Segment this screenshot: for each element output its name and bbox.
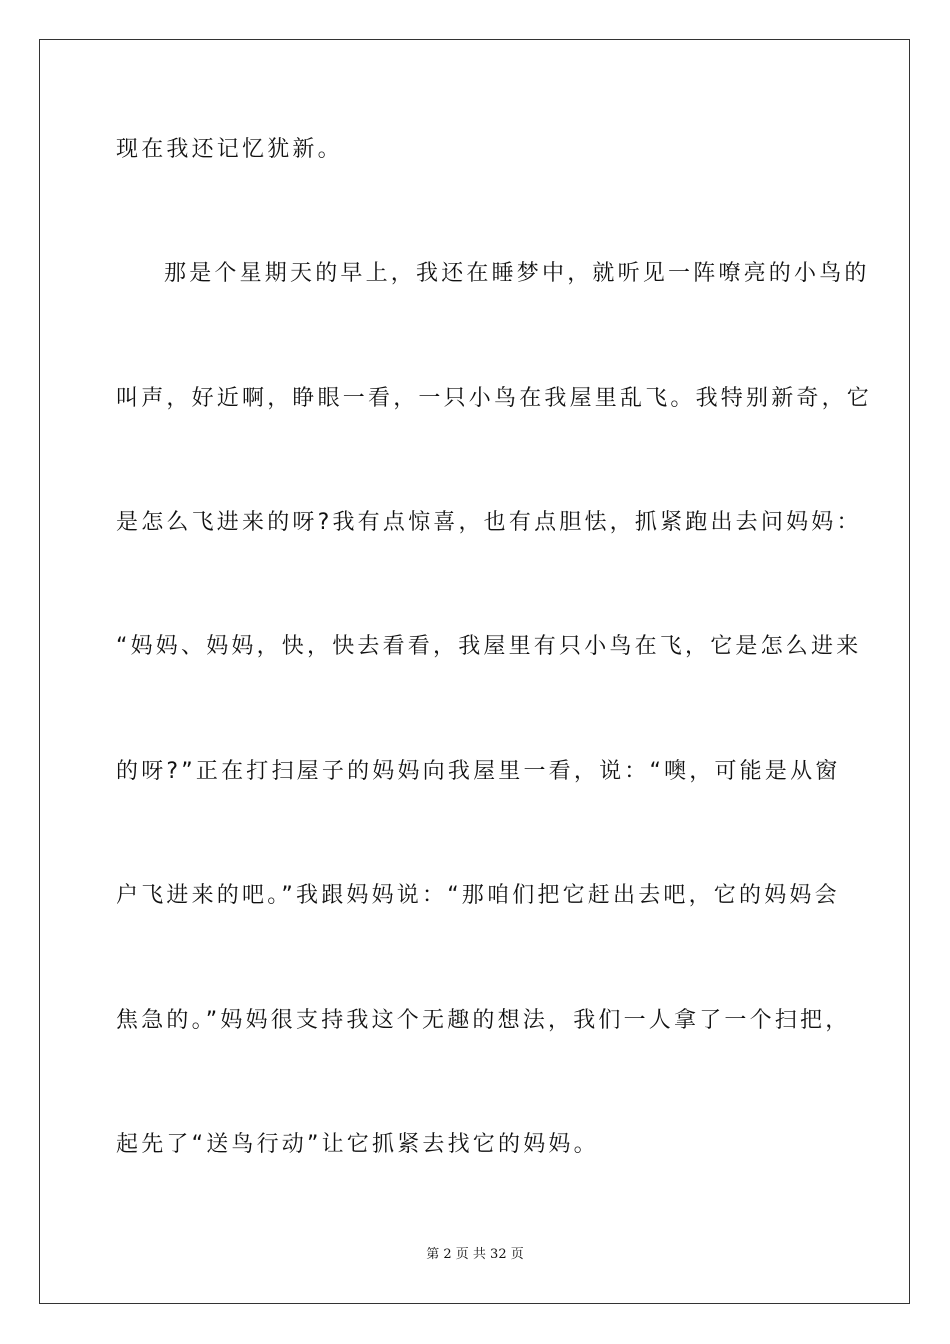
- paragraph-line: 现在我还记忆犹新。: [116, 137, 343, 162]
- paragraph-line: “妈妈、妈妈，快，快去看看，我屋里有只小鸟在飞，它是怎么进来: [116, 634, 862, 659]
- paragraph-line: 那是个星期天的早上，我还在睡梦中，就听见一阵嘹亮的小鸟的: [164, 261, 870, 286]
- paragraph-line: 户飞进来的吧。”我跟妈妈说：“那咱们把它赶出去吧，它的妈妈会: [116, 883, 840, 908]
- page-number: 第 2 页 共 32 页: [426, 1247, 524, 1262]
- paragraph-line: 起先了“送鸟行动”让它抓紧去找它的妈妈。: [116, 1132, 599, 1157]
- paragraph-line: 叫声，好近啊，睁眼一看，一只小鸟在我屋里乱飞。我特别新奇，它: [116, 386, 873, 411]
- paragraph-line: 的呀?”正在打扫屋子的妈妈向我屋里一看，说：“噢，可能是从窗: [116, 759, 841, 784]
- paragraph-line: 焦急的。”妈妈很支持我这个无趣的想法，我们一人拿了一个扫把，: [116, 1008, 851, 1033]
- paragraph-line: 是怎么飞进来的呀?我有点惊喜，也有点胆怯，抓紧跑出去问妈妈：: [116, 510, 862, 535]
- page-border: [39, 39, 910, 1304]
